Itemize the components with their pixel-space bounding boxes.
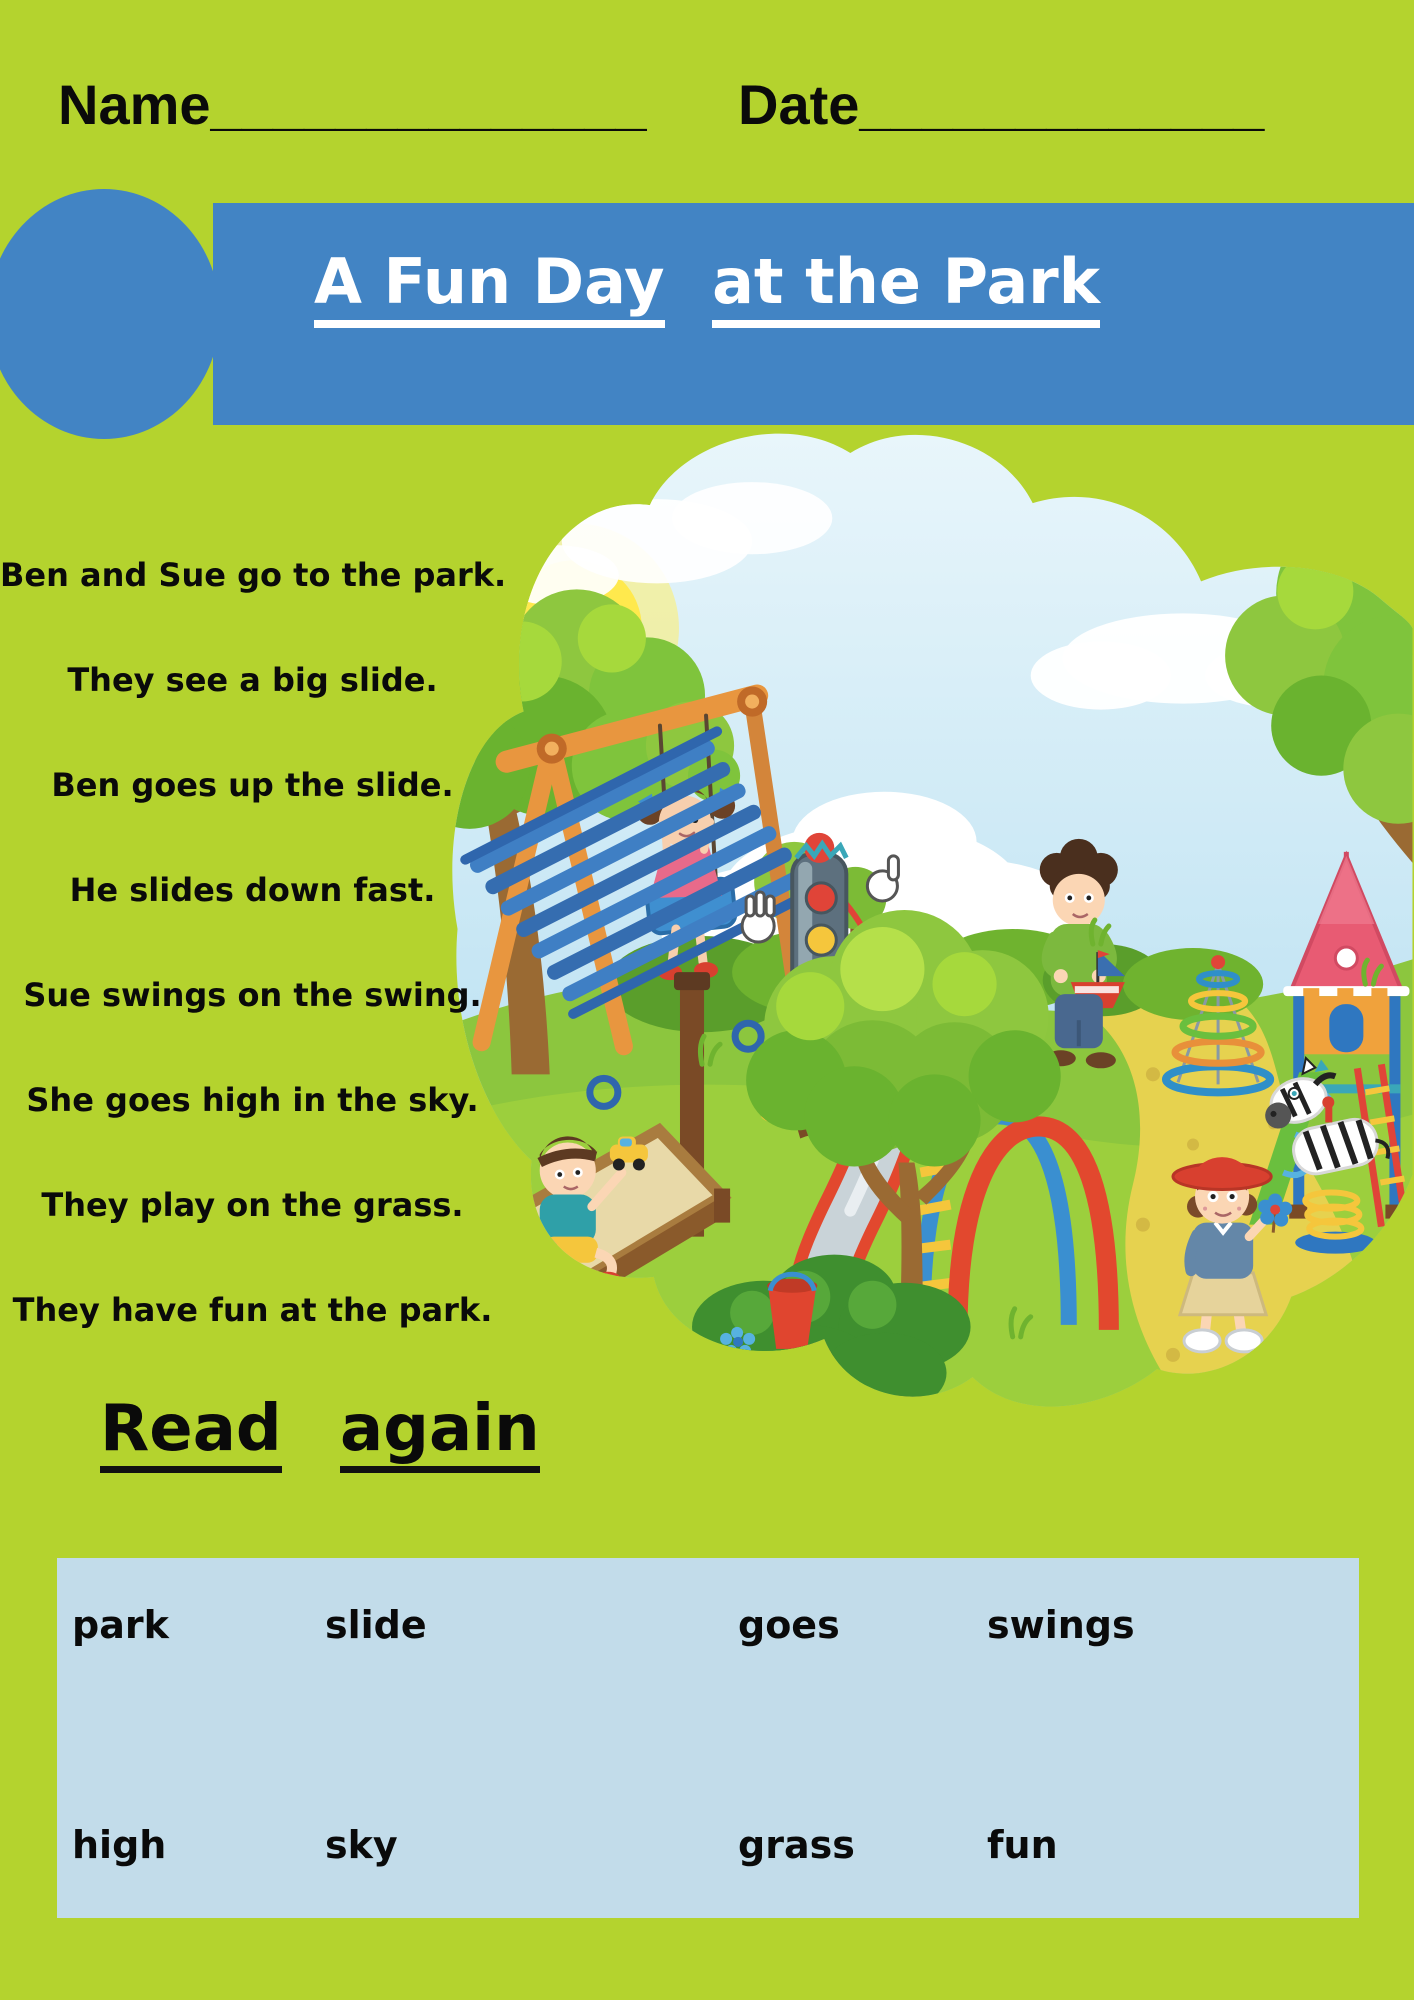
page-title <box>0 245 1414 328</box>
word-bank <box>57 1558 1359 1918</box>
name-label: Name <box>58 73 211 136</box>
story-line: Sue swings on the swing. <box>23 976 482 1014</box>
page-title-part-2: at the Park <box>712 250 1100 328</box>
word-bank-word: sky <box>325 1823 398 1867</box>
story-line: She goes high in the sky. <box>26 1081 479 1119</box>
name-blank-line: ______________ <box>210 73 647 136</box>
story-line: They see a big slide. <box>67 661 438 699</box>
word-bank-row-1 <box>57 1600 1359 1650</box>
word-bank-word: high <box>72 1823 167 1867</box>
page-title-part-1: A Fun Day <box>314 250 665 328</box>
read-again-part-2: again <box>340 1396 540 1473</box>
story-line: Ben goes up the slide. <box>51 766 454 804</box>
word-bank-word: slide <box>325 1603 427 1647</box>
read-again-heading <box>100 1392 540 1473</box>
story-line: They have fun at the park. <box>12 1291 493 1329</box>
playground-illustration <box>450 423 1414 1415</box>
story-line: Ben and Sue go to the park. <box>0 556 507 594</box>
date-label: Date <box>738 73 860 136</box>
date-field <box>738 72 1264 137</box>
story <box>0 523 505 1363</box>
word-bank-word: park <box>72 1603 169 1647</box>
word-bank-word: goes <box>738 1603 840 1647</box>
name-field <box>58 72 647 137</box>
word-bank-word: fun <box>987 1823 1058 1867</box>
word-bank-word: swings <box>987 1603 1135 1647</box>
date-blank-line: _____________ <box>859 73 1265 136</box>
read-again-part-1: Read <box>100 1396 282 1473</box>
story-line: He slides down fast. <box>69 871 436 909</box>
story-line: They play on the grass. <box>41 1186 464 1224</box>
word-bank-word: grass <box>738 1823 855 1867</box>
word-bank-row-2 <box>57 1820 1359 1870</box>
